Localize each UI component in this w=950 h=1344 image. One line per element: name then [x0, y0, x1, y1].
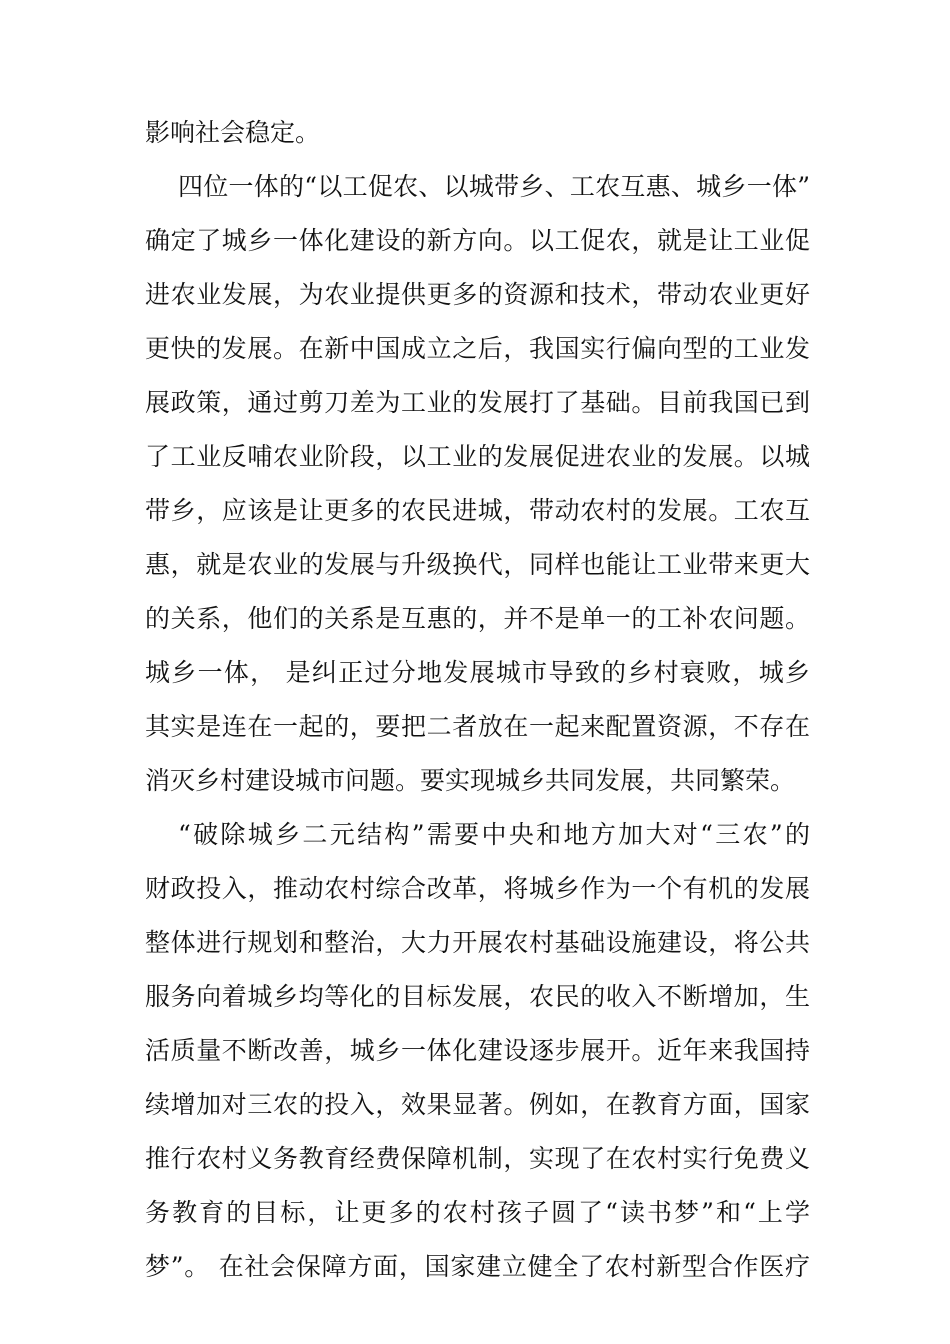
text-line: 惠，就是农业的发展与升级换代，同样也能让工业带来更大	[145, 550, 810, 579]
text-line: 的关系，他们的关系是互惠的，并不是单一的工补农问题。	[145, 604, 810, 633]
text-line: 影响社会稳定。	[145, 118, 321, 147]
text-line: 确定了城乡一体化建设的新方向。以工促农，就是让工业促	[145, 226, 810, 255]
text-line: 更快的发展。在新中国成立之后，我国实行偏向型的工业发	[145, 334, 810, 363]
text-line: 四位一体的“以工促农、以城带乡、工农互惠、城乡一体”	[178, 172, 810, 201]
text-line: 其实是连在一起的，要把二者放在一起来配置资源，不存在	[145, 712, 810, 741]
text-line: 服务向着城乡均等化的目标发展，农民的收入不断增加，生	[145, 982, 810, 1011]
text-line: 推行农村义务教育经费保障机制，实现了在农村实行免费义	[145, 1144, 810, 1173]
text-line: 财政投入，推动农村综合改革，将城乡作为一个有机的发展	[145, 874, 810, 903]
text-line: 消灭乡村建设城市问题。要实现城乡共同发展，共同繁荣。	[145, 766, 796, 795]
text-line: “破除城乡二元结构”需要中央和地方加大对“三农”的	[178, 820, 810, 849]
text-line: 务教育的目标，让更多的农村孩子圆了“读书梦”和“上学	[145, 1198, 810, 1227]
text-line: 活质量不断改善，城乡一体化建设逐步展开。近年来我国持	[145, 1036, 810, 1065]
text-line: 展政策，通过剪刀差为工业的发展打了基础。目前我国已到	[145, 388, 810, 417]
text-line: 进农业发展，为农业提供更多的资源和技术，带动农业更好	[145, 280, 810, 309]
text-line: 了工业反哺农业阶段，以工业的发展促进农业的发展。以城	[145, 442, 810, 471]
text-line: 整体进行规划和整治，大力开展农村基础设施建设，将公共	[145, 928, 810, 957]
text-line: 梦”。 在社会保障方面，国家建立健全了农村新型合作医疗	[145, 1252, 810, 1281]
text-line: 城乡一体， 是纠正过分地发展城市导致的乡村衰败，城乡	[145, 658, 810, 687]
text-line: 续增加对三农的投入，效果显著。例如，在教育方面，国家	[145, 1090, 810, 1119]
text-line: 带乡，应该是让更多的农民进城，带动农村的发展。工农互	[145, 496, 810, 525]
